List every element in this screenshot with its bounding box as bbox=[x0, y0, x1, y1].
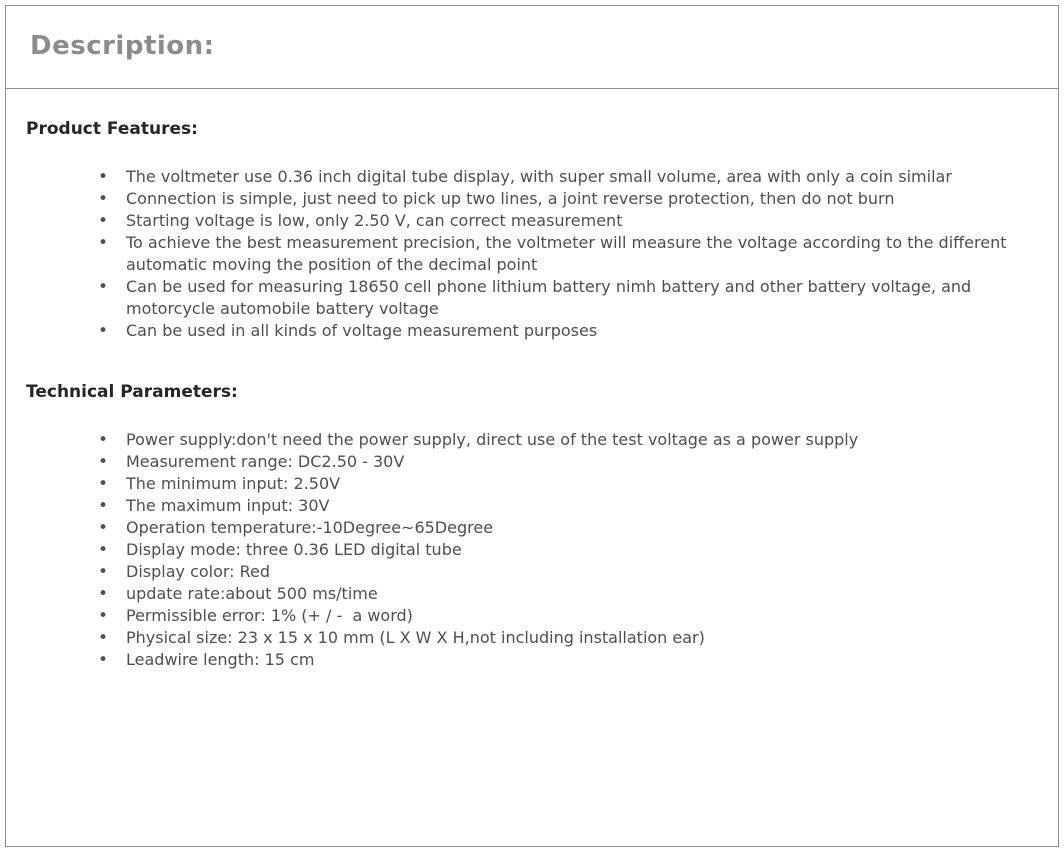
list-item: • The voltmeter use 0.36 inch digital tube display, with super small volume, area with only a coin similar bbox=[126, 166, 1016, 188]
list-item: • Can be used in all kinds of voltage measurement purposes bbox=[126, 320, 1016, 342]
list-item: • update rate:about 500 ms/time bbox=[126, 583, 1016, 605]
list-item: • Starting voltage is low, only 2.50 V, can correct measurement bbox=[126, 210, 1016, 232]
list-item: • Operation temperature:-10Degree~65Degree bbox=[126, 517, 1016, 539]
description-panel bbox=[5, 5, 1059, 847]
panel-title: Description: bbox=[30, 31, 215, 61]
list-item: • To achieve the best measurement precision, the voltmeter will measure the voltage according to the different automatic moving the position of the decimal point bbox=[126, 232, 1016, 276]
list-item: • The maximum input: 30V bbox=[126, 495, 1016, 517]
technical-parameters-list bbox=[26, 429, 1016, 671]
panel-body bbox=[6, 89, 1058, 719]
list-item: • Display color: Red bbox=[126, 561, 1016, 583]
list-item: • Can be used for measuring 18650 cell phone lithium battery nimh battery and other battery voltage, and motorcycle automobile battery voltage bbox=[126, 276, 1016, 320]
panel-header bbox=[6, 6, 1058, 89]
section-heading-product-features: Product Features: bbox=[26, 119, 198, 139]
list-item: • Display mode: three 0.36 LED digital tube bbox=[126, 539, 1016, 561]
section-heading-technical-parameters: Technical Parameters: bbox=[26, 382, 238, 402]
list-item: • Leadwire length: 15 cm bbox=[126, 649, 1016, 671]
product-features-list bbox=[26, 166, 1016, 342]
list-item: • Measurement range: DC2.50 - 30V bbox=[126, 451, 1016, 473]
list-item: • Power supply:don't need the power supply, direct use of the test voltage as a power supply bbox=[126, 429, 1016, 451]
list-item: • Physical size: 23 x 15 x 10 mm (L X W X H,not including installation ear) bbox=[126, 627, 1016, 649]
list-item: • Connection is simple, just need to pick up two lines, a joint reverse protection, then do not burn bbox=[126, 188, 1016, 210]
list-item: • The minimum input: 2.50V bbox=[126, 473, 1016, 495]
list-item: • Permissible error: 1% (+ / - a word) bbox=[126, 605, 1016, 627]
